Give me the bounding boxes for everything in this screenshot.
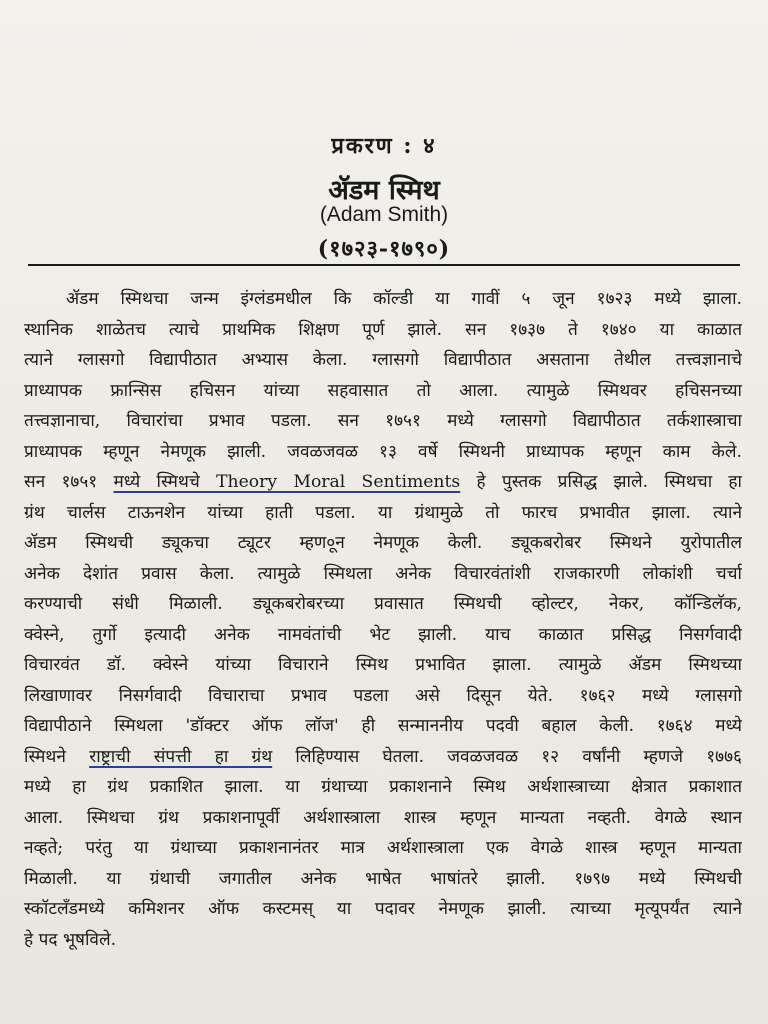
text-line: हे पद भूषविले.	[24, 929, 117, 950]
text-line: स्थानिक शाळेतच त्याचे प्राथमिक शिक्षण पूर्ण झाले. सन १७३७ ते १७४० या काळात	[24, 319, 742, 340]
header-divider	[28, 264, 740, 266]
text-line: ॲडम स्मिथचा जन्म इंग्लंडमधील कि कॉल्डी या गावीं ५ जून १७२३ मध्ये झाला.	[66, 289, 742, 309]
text-line: स्कॉटलँडमध्ये कमिशनर ऑफ कस्टमस् या पदावर नेमणूक झाली. त्याच्या मृत्यूपर्यंत त्याने	[24, 899, 742, 919]
text-line	[24, 467, 742, 498]
chapter-title-marathi: ॲडम स्मिथ	[328, 175, 440, 206]
text-line: नव्हते; परंतु या ग्रंथाच्या प्रकाशनानंतर मात्र अर्थशास्त्राला एक वेगळे शास्त्र म्हणून मान्यता	[24, 838, 742, 858]
text-line: प्राध्यापक म्हणून नेमणूक झाली. जवळजवळ १३ वर्षे स्मिथनी प्राध्यापक म्हणून काम केले.	[24, 441, 742, 462]
text-segment: हे पुस्तक प्रसिद्ध झाले. स्मिथचा हा	[476, 472, 742, 492]
pen-underlined-book-title: मध्ये स्मिथचे Theory Moral Sentiments	[113, 472, 461, 492]
text-line: करण्याची संधी मिळाली. ड्यूकबरोबरच्या प्रवासात स्मिथची व्होल्टर, नेकर, कॉन्डिलॅक,	[24, 594, 742, 614]
text-line: प्राध्यापक फ्रान्सिस हचिसन यांच्या सहवासात तो आला. त्यामुळे स्मिथवर हचिसनच्या	[24, 380, 742, 401]
text-line: तत्त्वज्ञानाचा, विचारांचा प्रभाव पडला. सन १७५१ मध्ये ग्लासगो विद्यापीठात तर्कशास्त्राचा	[24, 411, 742, 431]
text-segment: लिहिण्यास घेतला. जवळजवळ १२ वर्षांनी म्हणजे १७७६	[295, 746, 742, 767]
text-line: मध्ये हा ग्रंथ प्रकाशित झाला. या ग्रंथाच्या प्रकाशनाने स्मिथ अर्थशास्त्राच्या क्षेत्रात प्रकाशात	[24, 777, 742, 797]
chapter-years: (१७२३-१७९०)	[317, 236, 451, 262]
text-line: ग्रंथ चार्लस टाऊनशेन यांच्या हाती पडला. या ग्रंथामुळे तो फारच प्रभावीत झाला. त्याने	[24, 502, 742, 523]
text-line: लिखाणावर निसर्गवादी विचाराचा प्रभाव पडला असे दिसून येते. १७६२ मध्ये ग्लासगो	[24, 685, 742, 706]
text-line: विद्यापीठाने स्मिथला 'डॉक्टर ऑफ लॉज' ही सन्माननीय पदवी बहाल केली. १७६४ मध्ये	[24, 716, 742, 736]
text-line: क्वेस्ने, तुर्गो इत्यादी अनेक नामवंतांची भेट झाली. याच काळात प्रसिद्ध निसर्गवादी	[24, 624, 742, 645]
text-line	[24, 742, 742, 773]
chapter-title-english: (Adam Smith)	[319, 203, 449, 226]
text-line: विचारवंत डॉ. क्वेस्ने यांच्या विचाराने स्मिथ प्रभावित झाला. त्यामुळे ॲडम स्मिथच्या	[24, 655, 742, 675]
text-line: ॲडम स्मिथची ड्यूकचा ट्यूटर म्हण०ून नेमणूक केली. ड्यूकबरोबर स्मिथने युरोपातील	[24, 533, 742, 553]
chapter-label: प्रकरण : ४	[331, 133, 437, 159]
text-line: त्याने ग्लासगो विद्यापीठात अभ्यास केला. ग्लासगो विद्यापीठात असताना तेथील तत्त्वज्ञानाचे	[24, 350, 742, 370]
text-segment: स्मिथने	[24, 746, 66, 767]
pen-underlined-book-title: राष्ट्राची संपत्ती हा ग्रंथ	[89, 746, 273, 767]
text-line: आला. स्मिथचा ग्रंथ प्रकाशनापूर्वी अर्थशास्त्राला शास्त्र म्हणून मान्यता नव्हती. वेगळे स्थान	[24, 807, 742, 828]
body-paragraph	[24, 284, 742, 955]
text-line: मिळाली. या ग्रंथाची जगातील अनेक भाषेत भाषांतरे झाली. १७९७ मध्ये स्मिथची	[24, 868, 742, 889]
text-line: अनेक देशांत प्रवास केला. त्यामुळे स्मिथला अनेक विचारवंतांशी राजकारणी लोकांशी चर्चा	[24, 563, 742, 584]
text-segment: सन १७५१	[24, 472, 98, 492]
